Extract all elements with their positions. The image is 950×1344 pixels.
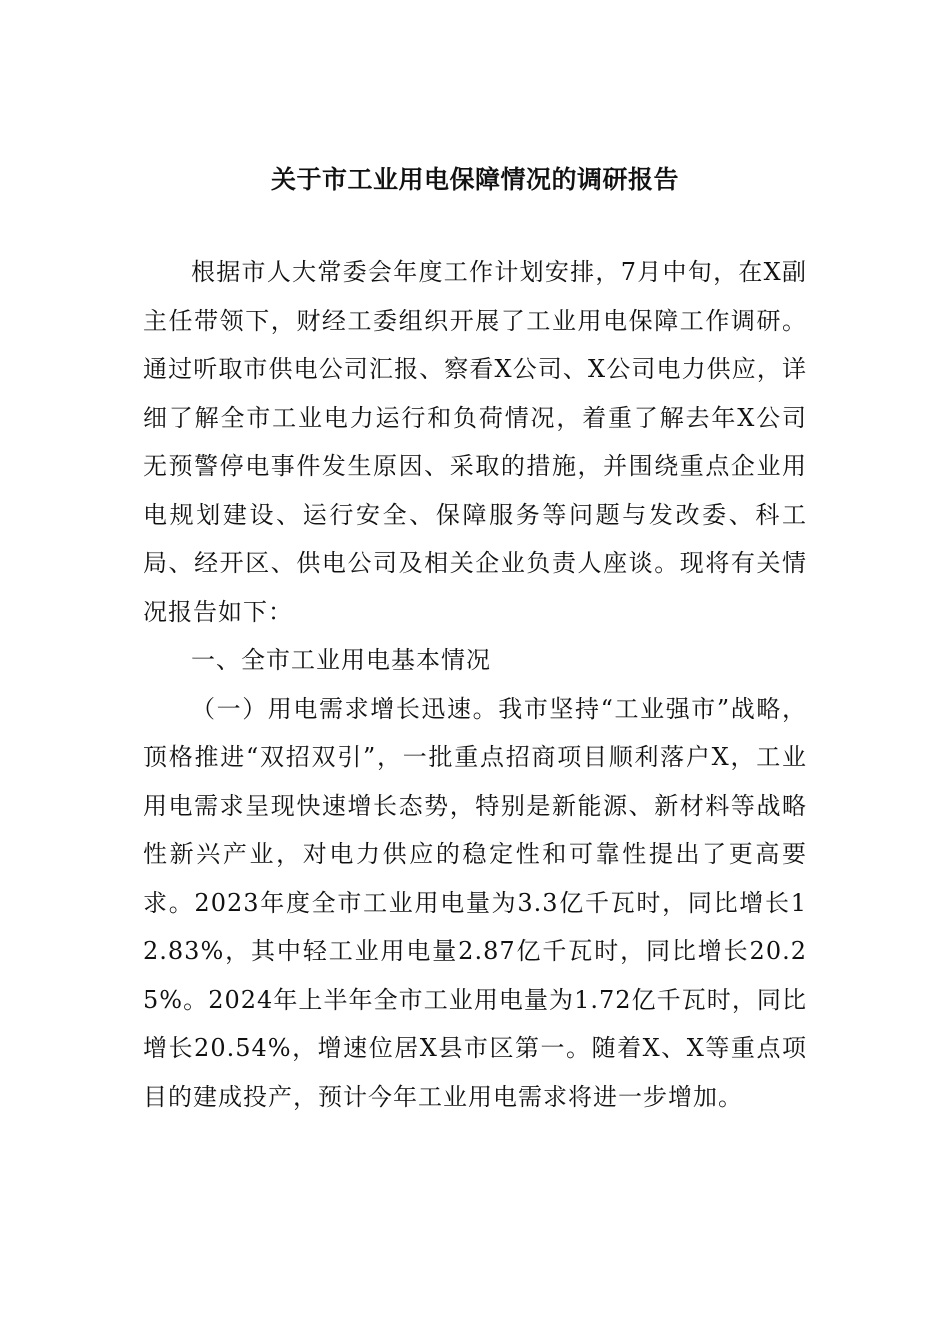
document-body: [143, 248, 807, 1121]
intro-paragraph: 根据市人大常委会年度工作计划安排，7月中旬，在X副主任带领下，财经工委组织开展了工业用电保障工作调研。通过听取市供电公司汇报、察看X公司、X公司电力供应，详细了解全市工业电力运行和负荷情况，着重了解去年X公司无预警停电事件发生原因、采取的措施，并围绕重点企业用电规划建设、运行安全、保障服务等问题与发改委、科工局、经开区、供电公司及相关企业负责人座谈。现将有关情况报告如下：: [143, 258, 807, 626]
section-heading: 一、全市工业用电基本情况: [191, 646, 491, 674]
document-title: 关于市工业用电保障情况的调研报告: [270, 165, 679, 194]
subsection-paragraph: （一）用电需求增长迅速。我市坚持“工业强市”战略，顶格推进“双招双引”，一批重点招商项目顺利落户X，工业用电需求呈现快速增长态势，特别是新能源、新材料等战略性新兴产业，对电力供应的稳定性和可靠性提出了更高要求。2023年度全市工业用电量为3.3亿千瓦时，同比增长12.83%，其中轻工业用电量2.87亿千瓦时，同比增长20.25%。2024年上半年全市工业用电量为1.72亿千瓦时，同比增长20.54%，增速位居X县市区第一。随着X、X等重点项目的建成投产，预计今年工业用电需求将进一步增加。: [143, 694, 807, 1111]
